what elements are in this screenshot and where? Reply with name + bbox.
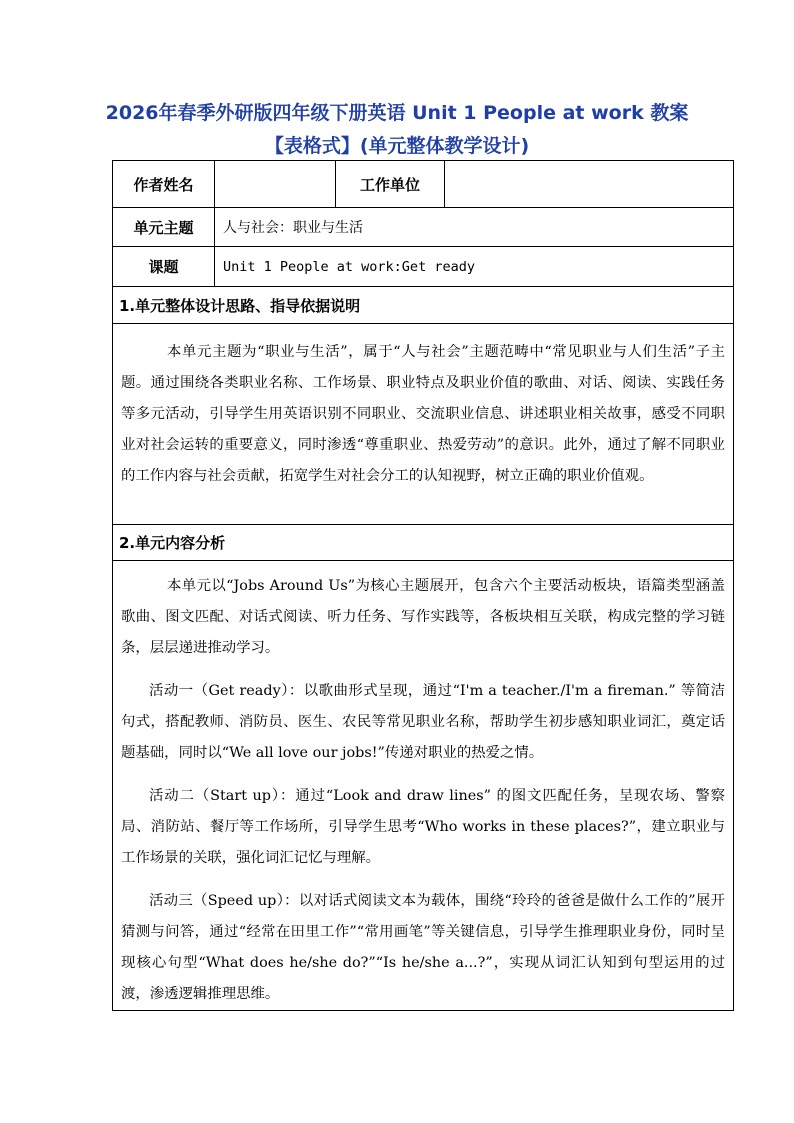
lesson-value: Unit 1 People at work:Get ready xyxy=(215,247,734,287)
lesson-plan-table xyxy=(112,160,734,1011)
title-line-1: 2026年春季外研版四年级下册英语 Unit 1 People at work 教案 xyxy=(105,102,689,124)
activity-3: 活动三（Speed up）：以对话式阅读文本为载体，围绕“玲玲的爸爸是做什么工作的”展开猜测与问答，通过“经常在田里工作”“常用画笔”等关键信息，引导学生推理职业身份，同时呈现核心句型“What does he/she do?”“Is he/she a...?”，实现从词汇认知到句型运用的过渡，渗透逻辑推理思维。 xyxy=(121,893,725,1002)
section2-heading-row xyxy=(113,525,734,561)
activity-1: 活动一（Get ready）：以歌曲形式呈现，通过“I'm a teacher./I'm a fireman.” 等简洁句式，搭配教师、消防员、医生、农民等常见职业名称，帮助学生初步感知职业词汇，奠定话题基础，同时以“We all love our jobs!”传递对职业的热爱之情。 xyxy=(121,683,725,761)
author-label: 作者姓名 xyxy=(113,161,215,208)
section1-heading-row xyxy=(113,287,734,324)
title-line-2: 【表格式】(单元整体教学设计) xyxy=(264,135,530,157)
section2-body-row xyxy=(113,561,734,1011)
lesson-row xyxy=(113,247,734,287)
author-value xyxy=(215,161,336,208)
section1-body xyxy=(113,324,734,525)
section1-body-row xyxy=(113,324,734,525)
theme-row xyxy=(113,208,734,247)
work-unit-value xyxy=(445,161,734,208)
theme-label: 单元主题 xyxy=(113,208,215,247)
section2-intro: 本单元以“Jobs Around Us”为核心主题展开，包含六个主要活动板块，语篇类型涵盖歌曲、图文匹配、对话式阅读、听力任务、写作实践等，各板块相互关联，构成完整的学习链条，层层递进推动学习。 xyxy=(121,578,725,656)
author-row xyxy=(113,161,734,208)
theme-value: 人与社会：职业与生活 xyxy=(215,208,734,247)
section1-paragraph: 本单元主题为“职业与生活”，属于“人与社会”主题范畴中“常见职业与人们生活”子主题。通过围绕各类职业名称、工作场景、职业特点及职业价值的歌曲、对话、阅读、实践任务等多元活动，引导学生用英语识别不同职业、交流职业信息、讲述职业相关故事，感受不同职业对社会运转的重要意义，同时渗透“尊重职业、热爱劳动”的意识。此外，通过了解不同职业的工作内容与社会贡献，拓宽学生对社会分工的认知视野，树立正确的职业价值观。 xyxy=(121,344,725,484)
section2-heading: 2.单元内容分析 xyxy=(113,525,734,561)
activity-2: 活动二（Start up）：通过“Look and draw lines” 的图文匹配任务，呈现农场、警察局、消防站、餐厅等工作场所，引导学生思考“Who works in these places?”，建立职业与工作场景的关联，强化词汇记忆与理解。 xyxy=(121,788,725,866)
section1-heading: 1.单元整体设计思路、指导依据说明 xyxy=(113,287,734,324)
lesson-label: 课题 xyxy=(113,247,215,287)
work-unit-label: 工作单位 xyxy=(336,161,445,208)
section2-body xyxy=(113,561,734,1011)
